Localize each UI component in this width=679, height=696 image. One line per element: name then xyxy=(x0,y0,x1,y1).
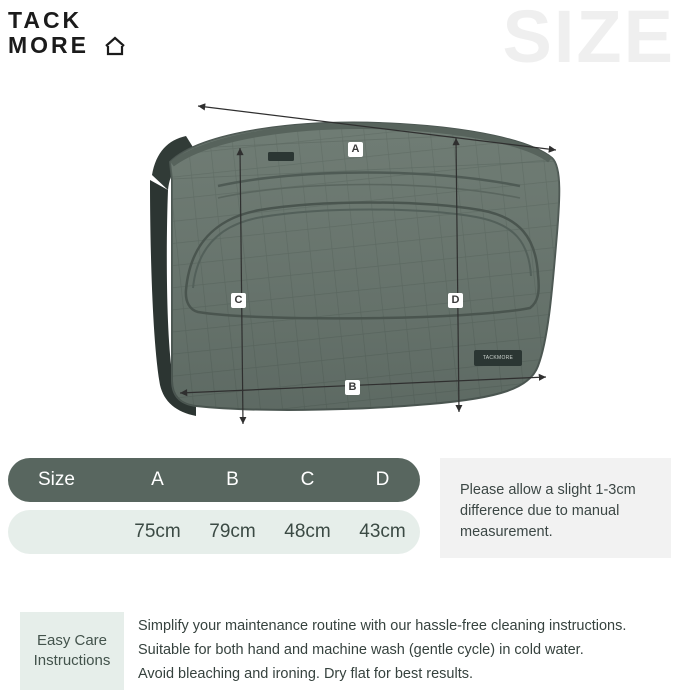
measurement-note-text: Please allow a slight 1-3cm difference due to manual measurement. xyxy=(460,482,636,540)
size-table-header-c: C xyxy=(300,469,315,490)
dimension-marker-b: B xyxy=(345,380,360,395)
easy-care-badge xyxy=(20,612,124,690)
brand-logo-line-1: TACK xyxy=(8,7,83,33)
product-small-label xyxy=(268,152,294,161)
easy-care-line: Simplify your maintenance routine with our hassle-free cleaning instructions. xyxy=(138,618,627,634)
size-table-row xyxy=(8,510,420,554)
dimension-marker-d: D xyxy=(448,293,463,308)
size-table-header-row xyxy=(8,458,420,502)
easy-care-line: Avoid bleaching and ironing. Dry flat for best results. xyxy=(138,666,474,682)
easy-care-badge-line-2: Instructions xyxy=(33,652,111,669)
size-table-cell-c: 48cm xyxy=(284,521,331,542)
brand-logo-line-2: MORE xyxy=(8,32,89,58)
size-table-cell-a: 75cm xyxy=(134,521,181,542)
easy-care-badge-line-1: Easy Care xyxy=(36,632,108,649)
size-table-header-b: B xyxy=(226,469,239,490)
size-table-cell-b: 79cm xyxy=(209,521,256,542)
product-brand-tag: TACKMORE xyxy=(474,350,522,366)
size-table xyxy=(8,458,420,554)
measurement-note xyxy=(440,458,671,558)
saddle-pad-graphic xyxy=(0,40,679,440)
size-watermark: SIZE xyxy=(502,0,675,78)
dimension-marker-c: C xyxy=(231,293,246,308)
easy-care-section xyxy=(20,612,671,690)
size-table-header-a: A xyxy=(151,469,164,490)
product-illustration xyxy=(0,40,679,440)
size-table-cell-d: 43cm xyxy=(359,521,406,542)
easy-care-instructions xyxy=(138,616,668,688)
size-table-header-d: D xyxy=(375,469,390,490)
easy-care-line: Suitable for both hand and machine wash (gentle cycle) in cold water. xyxy=(138,642,584,658)
dimension-marker-a: A xyxy=(348,142,363,157)
size-table-header-size: Size xyxy=(38,469,75,490)
